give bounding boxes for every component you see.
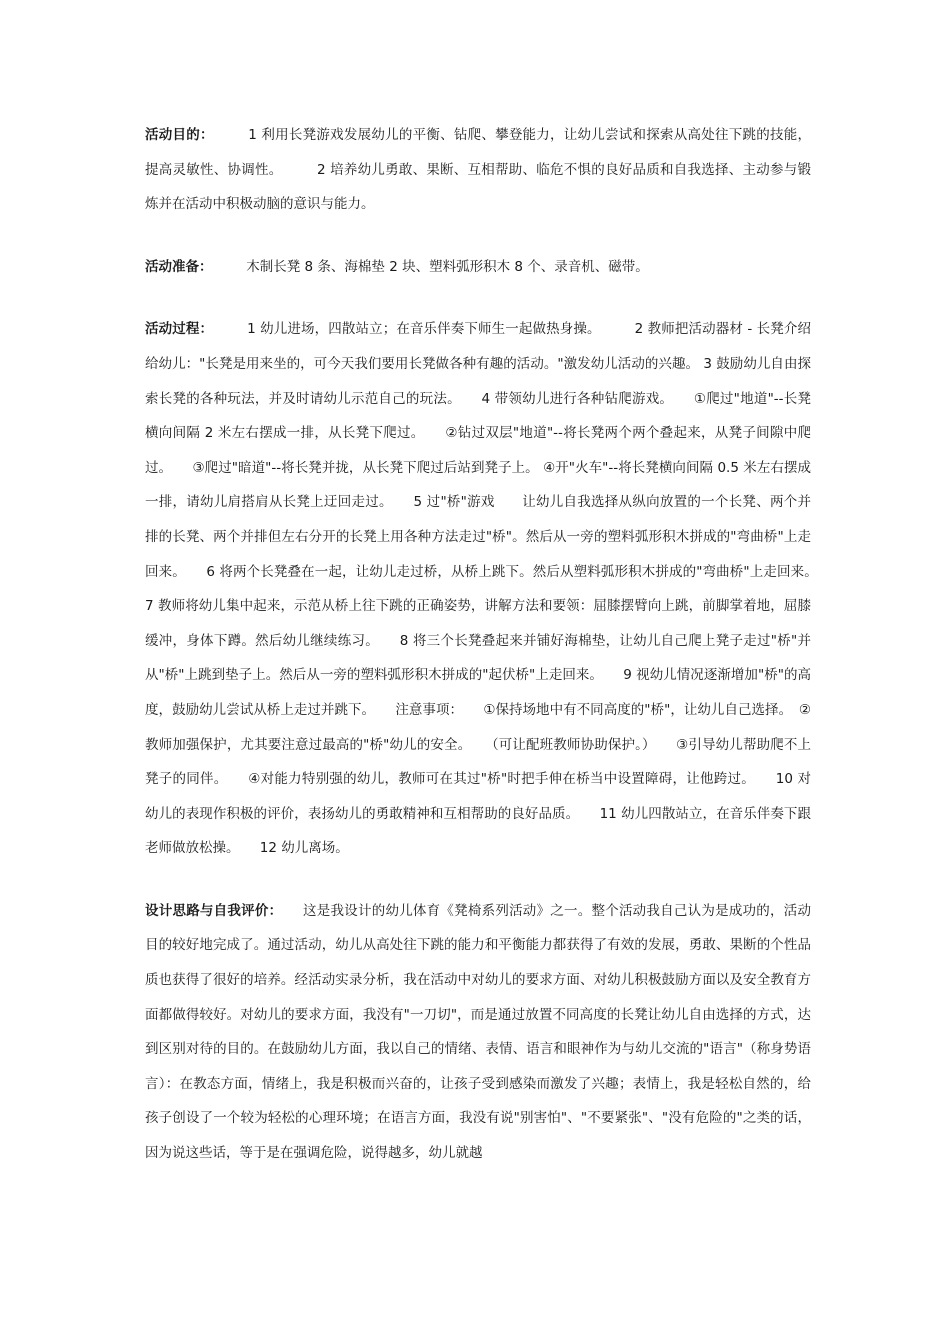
- paragraph-gap: [145, 866, 811, 894]
- section-label-process: 活动过程：: [145, 321, 207, 338]
- section-text-design-evaluation: 这是我设计的幼儿体育《凳椅系列活动》之一。整个活动我自己认为是成功的，活动目的较好地完成了。通过活动，幼儿从高处往下跳的能力和平衡能力都获得了有效的发展，勇敢、果断的个性品质也获得了很好的培养。经活动实录分析，我在活动中对幼儿的要求方面、对幼儿积极鼓励方面以及安全教育方面都做得较好。对幼儿的要求方面，我没有"一刀切"，而是通过放置不同高度的长凳让幼儿自由选择的方式，达到区别对待的目的。在鼓励幼儿方面，我以自己的情绪、表情、语言和眼神作为与幼儿交流的"语言"（称身势语言）：在教态方面，情绪上，我是积极而兴奋的，让孩子受到感染而激发了兴趣；表情上，我是轻松自然的，给孩子创设了一个较为轻松的心理环境；在语言方面，我没有说"别害怕"、"不要紧张"、"没有危险的"之类的话，因为说这些话，等于是在强调危险，说得越多，幼儿就越: [145, 902, 811, 1162]
- section-process: [145, 312, 838, 866]
- paragraph-gap: [145, 284, 811, 312]
- section-text-process: 1 幼儿进场，四散站立；在音乐伴奏下师生一起做热身操。 2 教师把活动器材 - 长凳介绍给幼儿："长凳是用来坐的，可今天我们要用长凳做各种有趣的活动。"激发幼儿活动的兴趣。 3 鼓励幼儿自由探索长凳的各种玩法，并及时请幼儿示范自己的玩法。 4 带领幼儿进行各种钻爬游戏。 ①爬过"地道"--长凳横向间隔 2 米左右摆成一排，从长凳下爬过。 ②钻过双层"地道"--将长凳两个两个叠起来，从凳子间隙中爬过。 ③爬过"暗道"--将长凳并拢，从长凳下爬过后站到凳子上。 ④开"火车"--将长凳横向间隔 0.5 米左右摆成一排，请幼儿肩搭肩从长凳上迂回走过。 5 过"桥"游戏 让幼儿自我选择从纵向放置的一个长凳、两个并排的长凳、两个并排但左右分开的长凳上用各种方法走过"桥"。然后从一旁的塑料弧形积木拼成的"弯曲桥"上走回来。 6 将两个长凳叠在一起，让幼儿走过桥，从桥上跳下。然后从塑料弧形积木拼成的"弯曲桥"上走回来。 7 教师将幼儿集中起来，示范从桥上往下跳的正确姿势，讲解方法和要领：屈膝摆臂向上跳，前脚掌着地，屈膝缓冲，身体下蹲。然后幼儿继续练习。 8 将三个长凳叠起来并铺好海棉垫，让幼儿自己爬上凳子走过"桥"并从"桥"上跳到垫子上。然后从一旁的塑料弧形积木拼成的"起伏桥"上走回来。 9 视幼儿情况逐渐增加"桥"的高度，鼓励幼儿尝试从桥上走过并跳下。 注意事项： ①保持场地中有不同高度的"桥"，让幼儿自己选择。 ②教师加强保护，尤其要注意过最高的"桥"幼儿的安全。 （可让配班教师协助保护。） ③引导幼儿帮助爬不上凳子的同伴。 ④对能力特别强的幼儿，教师可在其过"桥"时把手伸在桥当中设置障碍，让他跨过。 10 对幼儿的表现作积极的评价，表扬幼儿的勇敢精神和互相帮助的良好品质。 11 幼儿四散站立，在音乐伴奏下跟老师做放松操。 12 幼儿离场。: [145, 321, 838, 857]
- section-text-purpose: 1 利用长凳游戏发展幼儿的平衡、钻爬、攀登能力，让幼儿尝试和探索从高处往下跳的技能，提高灵敏性、协调性。 2 培养幼儿勇敢、果断、互相帮助、临危不惧的良好品质和自我选择、主动参与锻炼并在活动中积极动脑的意识与能力。: [145, 127, 812, 213]
- section-text-preparation: 木制长凳 8 条、海棉垫 2 块、塑料弧形积木 8 个、录音机、磁带。: [205, 258, 649, 275]
- section-label-preparation: 活动准备：: [145, 258, 206, 275]
- section-design-evaluation: [145, 894, 811, 1171]
- section-purpose: [145, 118, 811, 222]
- section-label-purpose: 活动目的：: [145, 127, 207, 143]
- section-preparation: [145, 250, 811, 285]
- section-label-design-evaluation: 设计思路与自我评价：: [145, 902, 276, 919]
- document-page: [145, 118, 838, 1171]
- paragraph-gap: [145, 222, 811, 250]
